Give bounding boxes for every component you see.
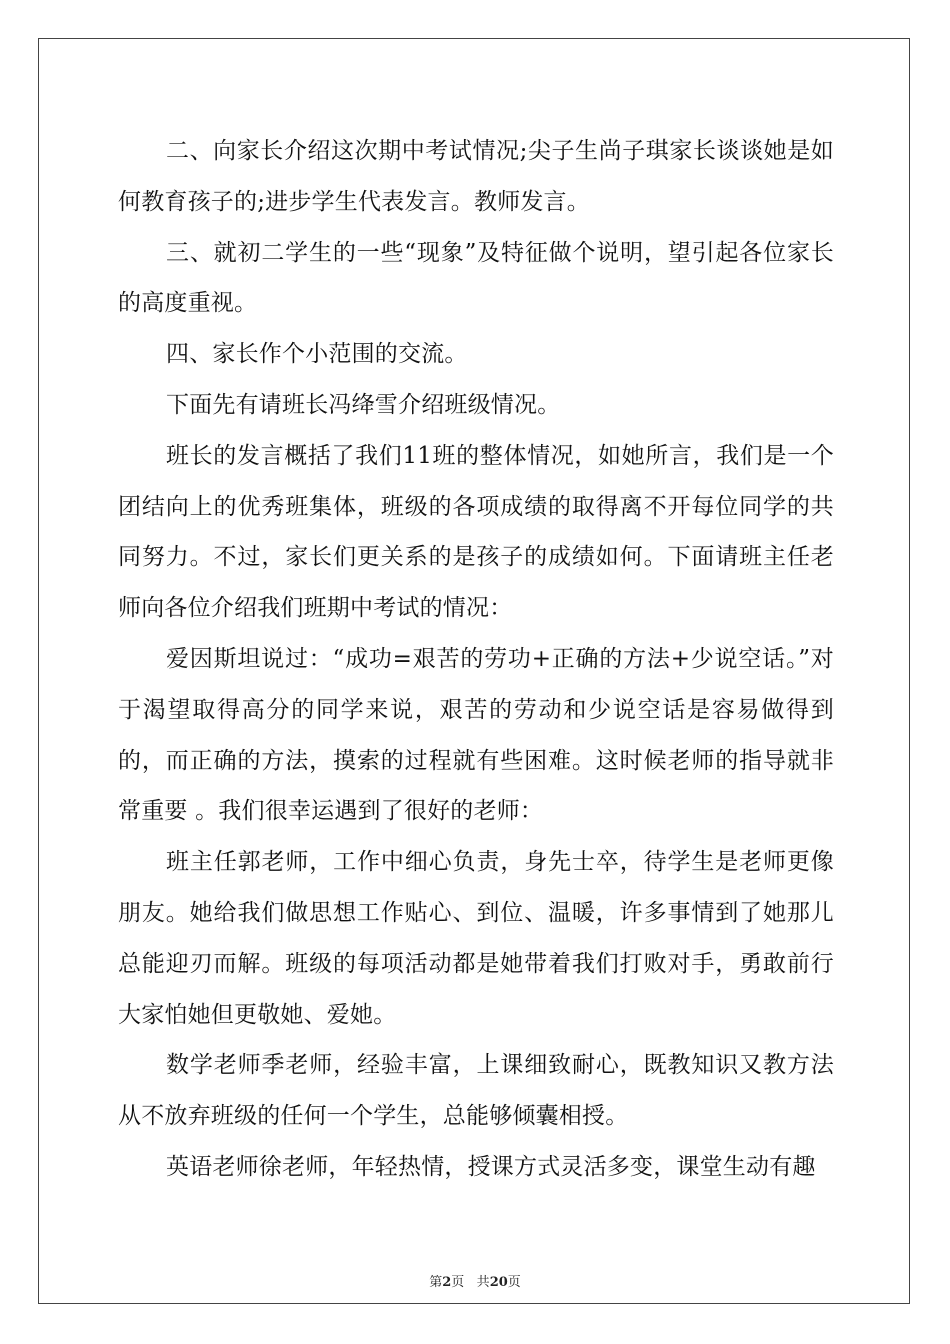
paragraph: 四、家长作个小范围的交流。 <box>166 341 468 368</box>
paragraph: 三、就初二学生的一些“现象”及特征做个说明，望引起各位家长的高度重视。 <box>118 239 834 317</box>
document-body <box>118 126 834 1193</box>
page-suffix: 页 <box>451 1275 465 1290</box>
total-prefix: 共 <box>476 1275 490 1290</box>
paragraph: 班长的发言概括了我们11班的整体情况，如她所言，我们是一个团结向上的优秀班集体，班级的各项成绩的取得离不开每位同学的共同努力。不过，家长们更关系的是孩子的成绩如何。下面请班主任老师向各位介绍我们班期中考试的情况： <box>118 442 834 622</box>
total-suffix: 页 <box>507 1275 521 1290</box>
paragraph: 英语老师徐老师，年轻热情，授课方式灵活多变，课堂生动有趣 <box>166 1153 816 1180</box>
page-footer <box>0 1271 950 1290</box>
paragraph: 数学老师季老师，经验丰富，上课细致耐心，既教知识又教方法从不放弃班级的任何一个学生，总能够倾囊相授。 <box>118 1052 834 1130</box>
total-pages: 20 <box>489 1275 508 1290</box>
paragraph: 二、向家长介绍这次期中考试情况;尖子生尚子琪家长谈谈她是如何教育孩子的;进步学生代表发言。教师发言。 <box>118 138 834 215</box>
paragraph: 下面先有请班长冯绛雪介绍班级情况。 <box>166 391 561 418</box>
page-number: 2 <box>442 1275 452 1290</box>
paragraph: 爱因斯坦说过：“成功=艰苦的劳功+正确的方法+少说空话。”对于渴望取得高分的同学来说，艰苦的劳动和少说空话是容易做得到的，而正确的方法，摸索的过程就有些困难。这时候老师的指导就非常重要 。我们很幸运遇到了很好的老师： <box>118 645 834 825</box>
paragraph: 班主任郭老师，工作中细心负责，身先士卒，待学生是老师更像朋友。她给我们做思想工作贴心、到位、温暖，许多事情到了她那儿总能迎刃而解。班级的每项活动都是她带着我们打败对手，勇敢前行大家怕她但更敬她、爱她。 <box>118 849 834 1028</box>
page-prefix: 第 <box>429 1275 443 1290</box>
